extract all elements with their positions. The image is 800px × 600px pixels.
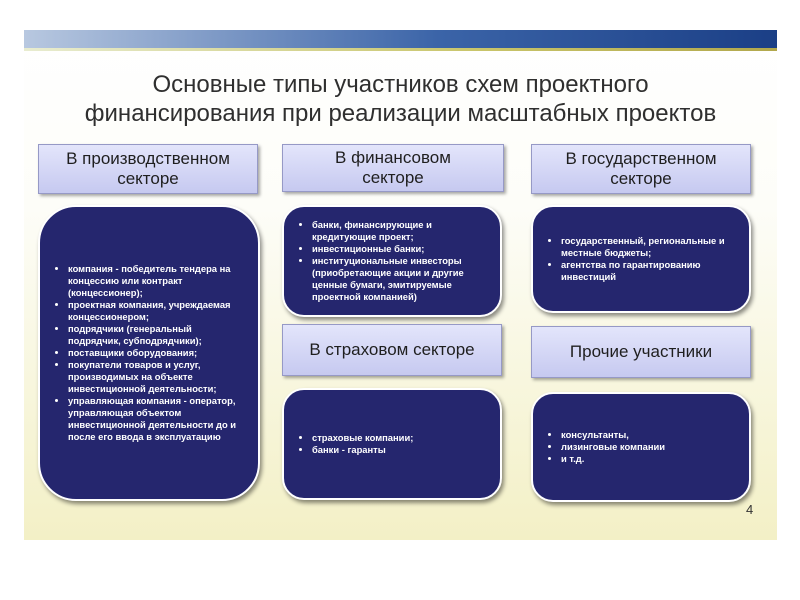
header-insurance-line-1: В страховом секторе — [309, 340, 475, 359]
list-item: • и т.д. — [561, 453, 665, 465]
list-item: • подрядчики (генеральный подрядчик, субподрядчики); — [68, 323, 246, 347]
list-item: • лизинговые компании — [561, 441, 665, 453]
box-financial-sector — [282, 205, 502, 317]
list-item: • проектная компания, учреждаемая концессионером; — [68, 299, 246, 323]
list-item: • консультанты, — [561, 429, 665, 441]
list-item: • агентства по гарантированию инвестиций — [561, 259, 737, 283]
box-production-sector — [38, 205, 260, 501]
header-production-sector — [38, 144, 258, 194]
header-state-sector — [531, 144, 751, 194]
list-item: • поставщики оборудования; — [68, 347, 246, 359]
slide-title-line-1: Основные типы участников схем проектного — [152, 71, 649, 98]
list-production — [58, 263, 246, 443]
list-financial — [302, 219, 488, 303]
box-other-participants — [531, 392, 751, 502]
header-state-line-2: секторе — [610, 169, 672, 188]
list-item: • банки - гаранты — [312, 444, 413, 456]
header-other-line-1: Прочие участники — [569, 342, 713, 361]
list-item: • институциональные инвесторы (приобретающие акции и другие ценные бумаги, эмитируемые проектной компанией) — [312, 255, 488, 303]
header-state-line-1: В государственном — [565, 149, 717, 168]
box-state-sector — [531, 205, 751, 313]
header-other-participants — [531, 326, 751, 378]
header-financial-line-1: В финансовом — [335, 148, 451, 167]
list-item: • покупатели товаров и услуг, производимых на объекте инвестиционной деятельности; — [68, 359, 246, 395]
list-item: • компания - победитель тендера на концессию или контракт (концессионер); — [68, 263, 246, 299]
list-item: • государственный, региональные и местные бюджеты; — [561, 235, 737, 259]
list-item: • инвестиционные банки; — [312, 243, 488, 255]
header-financial-line-2: секторе — [362, 168, 424, 187]
list-insurance — [302, 432, 413, 456]
list-item: • страховые компании; — [312, 432, 413, 444]
header-insurance-sector — [282, 324, 502, 376]
slide-title — [24, 70, 777, 128]
header-production-line-1: В производственном — [66, 149, 230, 168]
list-item: • банки, финансирующие и кредитующие проект; — [312, 219, 488, 243]
list-other — [551, 429, 665, 465]
list-item: • управляющая компания - оператор, управляющая объектом инвестиционной деятельности до и после его ввода в эксплуатацию — [68, 395, 246, 443]
slide — [24, 30, 777, 540]
top-decor-bar — [24, 30, 777, 48]
slide-title-line-2: финансирования при реализации масштабных проектов — [84, 100, 717, 127]
list-state — [551, 235, 737, 283]
top-decor-line — [24, 48, 777, 51]
header-financial-sector — [282, 144, 504, 192]
header-production-line-2: секторе — [117, 169, 179, 188]
box-insurance-sector — [282, 388, 502, 500]
page-number: 4 — [746, 502, 754, 517]
